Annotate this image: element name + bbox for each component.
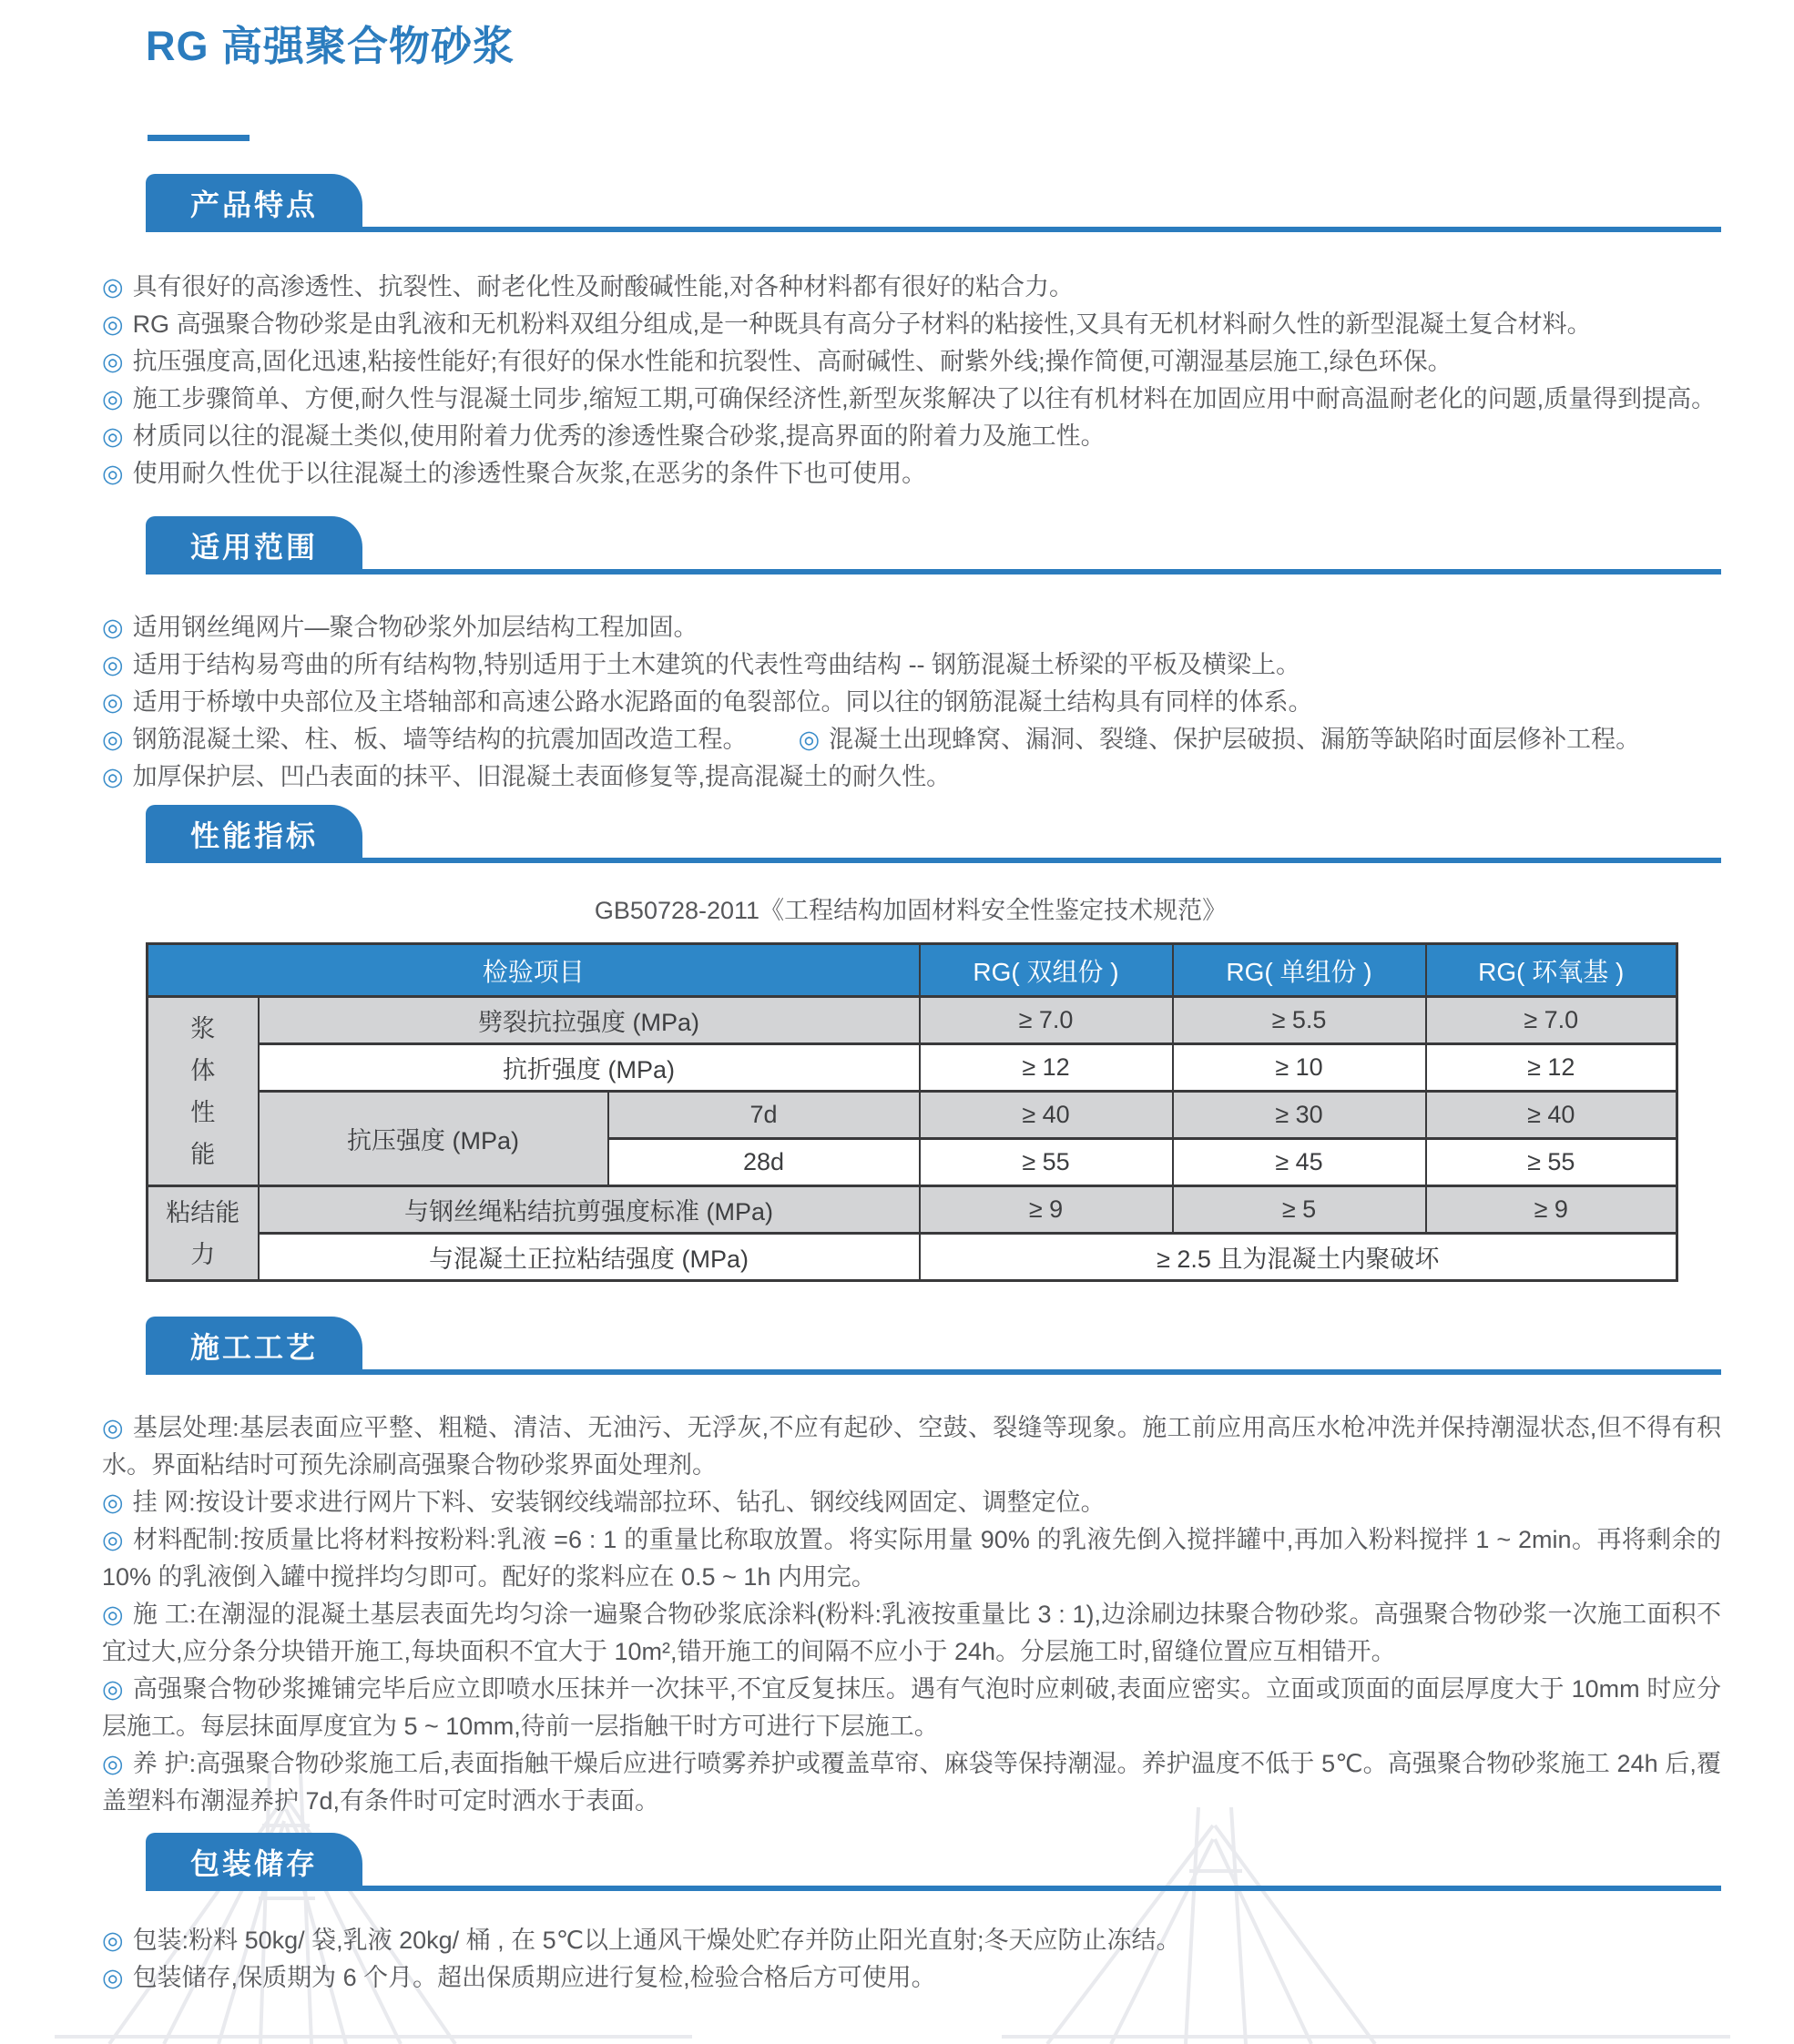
bullet-text: 适用钢丝绳网片—聚合物砂浆外加层结构工程加固。 <box>132 614 698 641</box>
bullseye-icon: ◎ <box>102 614 124 641</box>
bullseye-icon: ◎ <box>102 726 124 753</box>
bullet-segment <box>102 1526 1721 1591</box>
bullet-text: 加厚保护层、凹凸表面的抹平、旧混凝土表面修复等,提高混凝土的耐久性。 <box>132 763 952 790</box>
group-label: 粘结能力 <box>166 1198 240 1268</box>
bullet-segment <box>102 273 1074 300</box>
document-page <box>0 22 1794 1997</box>
table-row <box>148 1234 1677 1281</box>
value-cell: ≥ 40 <box>1426 1092 1677 1139</box>
section-rule <box>146 858 1721 863</box>
bullet-segment <box>102 460 926 487</box>
section-badge-process: 施工工艺 <box>146 1317 362 1375</box>
value-cell: ≥ 55 <box>920 1139 1173 1186</box>
section-features <box>102 174 1721 493</box>
property-cell: 抗压强度 (MPa) <box>259 1092 608 1186</box>
bullseye-icon: ◎ <box>102 1927 124 1954</box>
bullseye-icon: ◎ <box>102 651 124 678</box>
section-header-features <box>146 174 1721 232</box>
value-cell: ≥ 40 <box>920 1092 1173 1139</box>
value-cell: ≥ 5.5 <box>1173 997 1426 1044</box>
table-caption: GB50728-2011《工程结构加固材料安全性鉴定技术规范》 <box>594 897 1228 924</box>
section-badge-features: 产品特点 <box>146 174 362 232</box>
group-label-cell <box>148 997 259 1186</box>
bullseye-icon: ◎ <box>102 1414 124 1441</box>
bullseye-icon: ◎ <box>102 688 124 716</box>
section-rule <box>146 1369 1721 1375</box>
property-cell: 与混凝土正拉粘结强度 (MPa) <box>259 1234 920 1281</box>
value-cell: ≥ 7.0 <box>920 997 1173 1044</box>
section-header-process <box>146 1317 1721 1375</box>
bullet-segment <box>102 688 1313 716</box>
bullseye-icon: ◎ <box>102 348 124 375</box>
bullet-segment <box>102 348 1453 375</box>
table-header-row <box>148 944 1677 997</box>
bullseye-icon: ◎ <box>102 385 124 412</box>
bullseye-icon: ◎ <box>798 726 821 753</box>
bullseye-icon: ◎ <box>102 763 124 790</box>
bullet-segment <box>102 1927 1181 1954</box>
bullseye-icon: ◎ <box>102 1964 124 1991</box>
section-performance <box>146 805 1721 1282</box>
list-item <box>102 1745 1721 1820</box>
section-rule <box>146 1886 1721 1891</box>
bullet-segment <box>102 651 1300 678</box>
bullseye-icon: ◎ <box>102 273 124 300</box>
bullet-segment <box>102 1601 1721 1665</box>
group-label: 浆体性能 <box>190 1014 216 1168</box>
bullet-text: 具有很好的高渗透性、抗裂性、耐老化性及耐酸碱性能,对各种材料都有很好的粘合力。 <box>132 273 1075 300</box>
bullet-segment <box>102 385 1716 412</box>
list-item <box>102 1959 1721 1997</box>
section-storage <box>102 1833 1721 1997</box>
bullet-segment <box>102 614 698 641</box>
header-cell-rg1: RG( 单组份 ) <box>1173 944 1426 997</box>
bullet-text: 施工步骤简单、方便,耐久性与混凝土同步,缩短工期,可确保经济性,新型灰浆解决了以往有机材料在加固应用中耐高温耐老化的问题,质量得到提高。 <box>132 385 1717 412</box>
bullet-text: 抗压强度高,固化迅速,粘接性能好;有很好的保水性能和抗裂性、高耐碱性、耐紫外线;操作简便,可潮湿基层施工,绿色环保。 <box>132 348 1453 375</box>
bullseye-icon: ◎ <box>102 310 124 338</box>
title-underline <box>148 135 250 141</box>
list-item <box>102 721 1721 758</box>
value-cell: ≥ 12 <box>1426 1044 1677 1092</box>
property-cell: 与钢丝绳粘结抗剪强度标准 (MPa) <box>259 1186 920 1234</box>
list-item <box>102 1521 1721 1596</box>
bullseye-icon: ◎ <box>102 1601 124 1628</box>
bullet-text: 包装储存,保质期为 6 个月。超出保质期应进行复检,检验合格后方可使用。 <box>132 1964 936 1991</box>
bullet-text: 基层处理:基层表面应平整、粗糙、清洁、无油污、无浮灰,不应有起砂、空鼓、裂缝等现象。施工前应用高压水枪冲洗并保持潮湿状态,但不得有积水。界面粘结时可预先涂刷高强聚合物砂浆界面处理剂。 <box>102 1414 1721 1479</box>
bullet-text: 适用于结构易弯曲的所有结构物,特别适用于土木建筑的代表性弯曲结构 -- 钢筋混凝土桥梁的平板及横梁上。 <box>132 651 1301 678</box>
header-cell-rg2: RG( 双组份 ) <box>920 944 1173 997</box>
list-item <box>102 1596 1721 1671</box>
storage-list <box>102 1891 1721 1997</box>
value-cell: ≥ 9 <box>920 1186 1173 1234</box>
bullet-segment <box>102 763 951 790</box>
section-header-performance <box>146 805 1721 863</box>
value-cell: ≥ 5 <box>1173 1186 1426 1234</box>
value-cell: ≥ 10 <box>1173 1044 1426 1092</box>
list-item <box>102 1671 1721 1745</box>
group-label-cell <box>148 1186 259 1281</box>
bullet-text: 混凝土出现蜂窝、漏洞、裂缝、保护层破损、漏筋等缺陷时面层修补工程。 <box>829 726 1641 753</box>
value-cell: ≥ 55 <box>1426 1139 1677 1186</box>
bullet-text: 施 工:在潮湿的混凝土基层表面先均匀涂一遍聚合物砂浆底涂料(粉料:乳液按重量比 3 : 1),边涂刷边抹聚合物砂浆。高强聚合物砂浆一次施工面积不宜过大,应分条分块错开施工,每块面积不宜大于 10m²,错开施工的间隔不应小于 24h。分层施工时,留缝位置应互相错开。 <box>102 1601 1722 1665</box>
value-cell: ≥ 7.0 <box>1426 997 1677 1044</box>
bullet-text: RG 高强聚合物砂浆是由乳液和无机粉料双组分组成,是一种既具有高分子材料的粘接性,又具有无机材料耐久性的新型混凝土复合材料。 <box>132 310 1592 338</box>
bullet-text: 材料配制:按质量比将材料按粉料:乳液 =6 : 1 的重量比称取放置。将实际用量 90% 的乳液先倒入搅拌罐中,再加入粉料搅拌 1 ~ 2min。再将剩余的 10% 的乳液倒入罐中搅拌均匀即可。配好的浆料应在 0.5 ~ 1h 内用完。 <box>102 1526 1721 1591</box>
value-cell: ≥ 9 <box>1426 1186 1677 1234</box>
table-row <box>148 1044 1677 1092</box>
table-row <box>148 1186 1677 1234</box>
bullet-segment <box>102 1750 1721 1815</box>
list-item <box>102 758 1721 796</box>
list-item <box>102 646 1721 684</box>
table-row <box>148 1092 1677 1139</box>
bullet-segment <box>102 726 748 753</box>
bullet-segment <box>102 422 1106 450</box>
bullet-text: 适用于桥墩中央部位及主塔轴部和高速公路水泥路面的龟裂部位。同以往的钢筋混凝土结构具有同样的体系。 <box>132 688 1313 716</box>
list-item <box>102 381 1721 418</box>
bullet-segment <box>102 1964 936 1991</box>
list-item <box>102 609 1721 646</box>
bullet-segment <box>102 1675 1721 1740</box>
bullseye-icon: ◎ <box>102 422 124 450</box>
bullet-text: 高强聚合物砂浆摊铺完毕后应立即喷水压抹并一次抹平,不宜反复抹压。遇有气泡时应刺破,表面应密实。立面或顶面的面层厚度大于 10mm 时应分层施工。每层抹面厚度宜为 5 ~ 10mm,待前一层指触干时方可进行下层施工。 <box>102 1675 1721 1740</box>
page-title: RG 高强聚合物砂浆 <box>146 23 515 69</box>
section-badge-scope: 适用范围 <box>146 516 362 575</box>
list-item <box>102 306 1721 343</box>
bullseye-icon: ◎ <box>102 1489 124 1516</box>
value-cell: ≥ 12 <box>920 1044 1173 1092</box>
header-cell-item: 检验项目 <box>148 944 920 997</box>
bullet-segment <box>799 726 1641 753</box>
features-list <box>102 232 1721 493</box>
merged-value-cell: ≥ 2.5 且为混凝土内聚破坏 <box>920 1234 1677 1281</box>
bullet-text: 养 护:高强聚合物砂浆施工后,表面指触干燥后应进行喷雾养护或覆盖草帘、麻袋等保持潮湿。养护温度不低于 5℃。高强聚合物砂浆施工 24h 后,覆盖塑料布潮湿养护 7d,有条件时可定时洒水于表面。 <box>102 1750 1721 1815</box>
bullet-text: 挂 网:按设计要求进行网片下料、安装钢绞线端部拉环、钻孔、钢绞线网固定、调整定位。 <box>132 1489 1106 1516</box>
value-cell: ≥ 45 <box>1173 1139 1426 1186</box>
property-cell: 劈裂抗拉强度 (MPa) <box>259 997 920 1044</box>
section-header-storage <box>146 1833 1721 1891</box>
list-item <box>102 343 1721 381</box>
bullet-text: 钢筋混凝土梁、柱、板、墙等结构的抗震加固改造工程。 <box>132 726 748 753</box>
bullet-segment <box>102 1414 1721 1479</box>
list-item <box>102 1409 1721 1484</box>
subrow-cell: 7d <box>608 1092 920 1139</box>
bullseye-icon: ◎ <box>102 1526 124 1553</box>
section-process <box>102 1317 1722 1820</box>
bullet-text: 包装:粉料 50kg/ 袋,乳液 20kg/ 桶 , 在 5℃以上通风干燥处贮存并防止阳光直射;冬天应防止冻结。 <box>132 1927 1181 1954</box>
bullet-text: 使用耐久性优于以往混凝土的渗透性聚合灰浆,在恶劣的条件下也可使用。 <box>132 460 927 487</box>
property-cell: 抗折强度 (MPa) <box>259 1044 920 1092</box>
list-item <box>102 418 1721 455</box>
list-item <box>102 269 1721 306</box>
value-cell: ≥ 30 <box>1173 1092 1426 1139</box>
process-list <box>102 1375 1721 1820</box>
list-item <box>102 1922 1721 1959</box>
bullet-text: 材质同以往的混凝土类似,使用附着力优秀的渗透性聚合砂浆,提高界面的附着力及施工性。 <box>132 422 1106 450</box>
section-scope <box>102 516 1721 796</box>
section-badge-storage: 包装储存 <box>146 1833 362 1891</box>
table-row <box>148 997 1677 1044</box>
section-header-scope <box>146 516 1721 575</box>
section-badge-performance: 性能指标 <box>146 805 362 863</box>
section-rule <box>146 569 1721 575</box>
bullseye-icon: ◎ <box>102 1675 124 1703</box>
bullet-segment <box>102 1489 1106 1516</box>
scope-list <box>102 575 1721 796</box>
header-cell-rge: RG( 环氧基 ) <box>1426 944 1677 997</box>
bullseye-icon: ◎ <box>102 460 124 487</box>
list-item <box>102 684 1721 721</box>
bullet-segment <box>102 310 1592 338</box>
list-item <box>102 455 1721 493</box>
list-item <box>102 1484 1721 1521</box>
bullseye-icon: ◎ <box>102 1750 124 1777</box>
performance-table <box>146 942 1678 1282</box>
subrow-cell: 28d <box>608 1139 920 1186</box>
section-rule <box>146 227 1721 232</box>
